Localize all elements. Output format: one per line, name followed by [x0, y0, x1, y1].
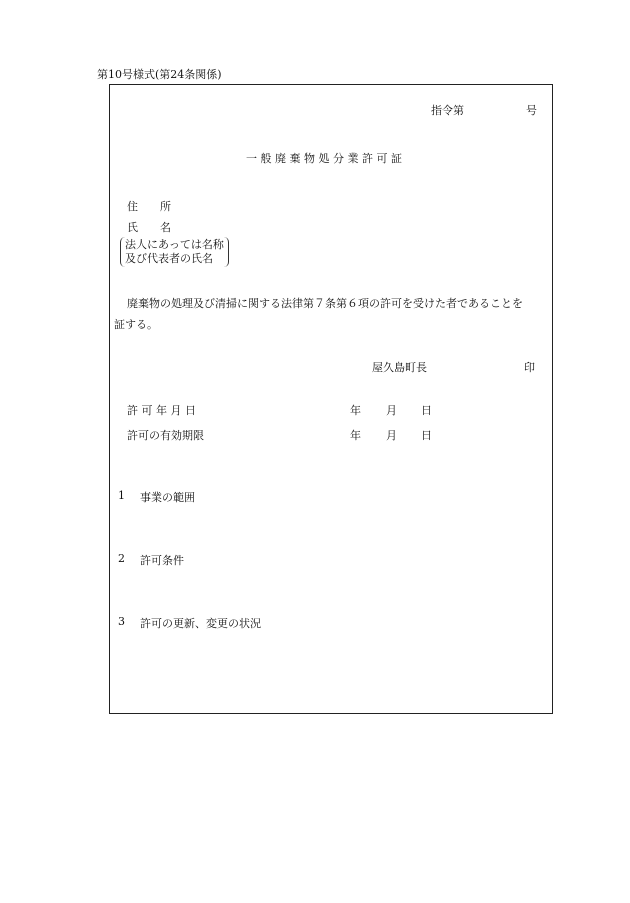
validity-year: 年 — [350, 429, 361, 442]
certificate-body-line1: 廃棄物の処理及び清掃に関する法律第７条第６項の許可を受けた者であることを — [127, 297, 523, 310]
certificate-body-line2: 証する。 — [114, 318, 158, 331]
certificate-title: 一 般 廃 棄 物 処 分 業 許 可 証 — [246, 152, 402, 165]
seal-mark: 印 — [524, 361, 535, 374]
corporate-note — [120, 237, 229, 267]
permit-date-month: 月 — [386, 404, 397, 417]
order-number-suffix: 号 — [526, 104, 537, 117]
permit-date-year: 年 — [350, 404, 361, 417]
section-renewal-changes: 許可の更新、変更の状況 — [140, 617, 261, 630]
order-number-prefix: 指令第 — [431, 104, 464, 117]
form-label: 第10号様式(第24条関係) — [97, 68, 222, 81]
section-number: 1 — [118, 489, 125, 502]
permit-date-label: 許 可 年 月 日 — [127, 404, 196, 417]
validity-month: 月 — [386, 429, 397, 442]
section-number: 3 — [118, 615, 125, 628]
section-business-scope: 事業の範囲 — [140, 491, 195, 504]
section-number: 2 — [118, 552, 125, 565]
corporate-note-line2: 及び代表者の氏名 — [125, 252, 213, 265]
validity-label: 許可の有効期限 — [127, 429, 204, 442]
name-label: 氏 名 — [127, 221, 171, 234]
validity-day: 日 — [421, 429, 432, 442]
permit-date-day: 日 — [421, 404, 432, 417]
corporate-note-line1: 法人にあっては名称 — [125, 238, 224, 251]
address-label: 住 所 — [127, 200, 171, 213]
issuer-name: 屋久島町長 — [372, 361, 427, 374]
section-permit-conditions: 許可条件 — [140, 554, 184, 567]
